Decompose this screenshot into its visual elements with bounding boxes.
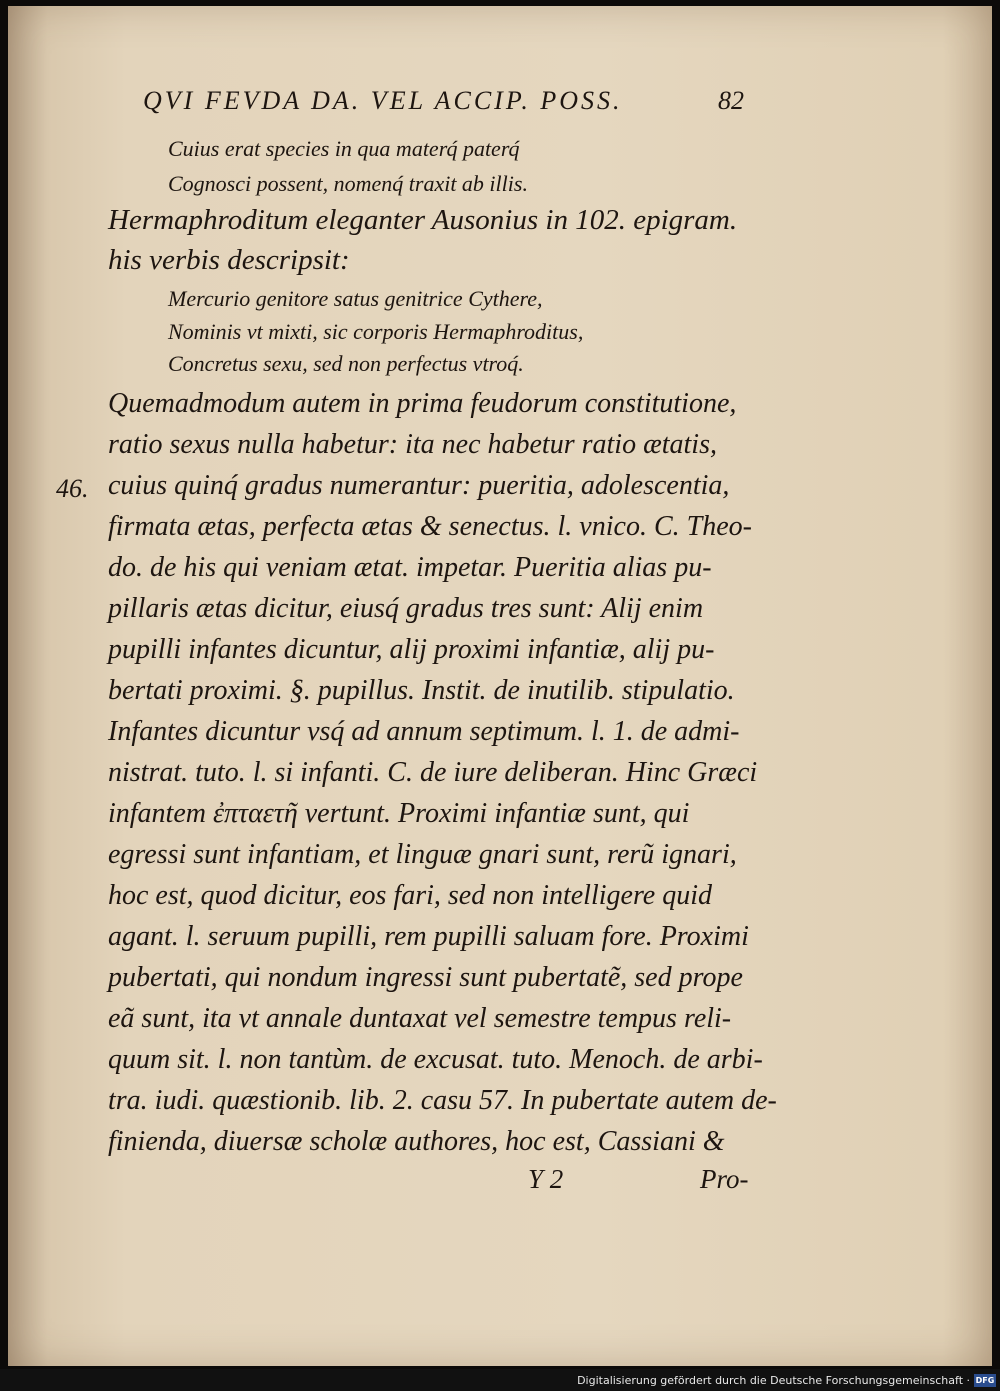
verse-line: Mercurio genitore satus genitrice Cythere, (168, 286, 543, 311)
text-line: Quemadmodum autem in prima feudorum constitutione, (108, 388, 737, 419)
text-line: Hermaphroditum eleganter Ausonius in 102. epigram. (108, 204, 738, 236)
text-line: tra. iudi. quæstionib. lib. 2. casu 57. In pubertate autem de- (108, 1085, 777, 1116)
text-line: pubertati, qui nondum ingressi sunt pubertatẽ, sed prope (108, 962, 743, 993)
text-line: his verbis descripsit: (108, 244, 350, 276)
text-line: agant. l. seruum pupilli, rem pupilli saluam fore. Proximi (108, 921, 749, 952)
catchword: Pro- (700, 1164, 749, 1194)
dfg-logo-icon: DFG (975, 1376, 995, 1385)
running-title: QVI FEVDA DA. VEL ACCIP. POSS. (143, 86, 623, 115)
text-line: pupilli infantes dicuntur, alij proximi infantiæ, alij pu- (108, 634, 715, 665)
text-line: Infantes dicuntur vsq́ ad annum septimum. l. 1. de admi- (108, 716, 740, 747)
text-line: cuius quinq́ gradus numerantur: pueritia, adolescentia, (108, 470, 730, 501)
text-line: firmata ætas, perfecta ætas & senectus. l. vnico. C. Theo- (108, 511, 752, 542)
book-page (8, 6, 992, 1366)
text-line: finienda, diuersæ scholæ authores, hoc est, Cassiani & (108, 1126, 725, 1157)
margin-number: 46. (56, 474, 89, 503)
footer-credit: Digitalisierung gefördert durch die Deutsche Forschungsgemeinschaft · (577, 1374, 970, 1387)
text-line: infantem ἐπταετῆ vertunt. Proximi infantiæ sunt, qui (108, 798, 690, 829)
text-line: egressi sunt infantiam, et linguæ gnari sunt, rerũ ignari, (108, 839, 737, 870)
text-line: quum sit. l. non tantùm. de excusat. tuto. Menoch. de arbi- (108, 1044, 763, 1075)
text-line: eã sunt, ita vt annale duntaxat vel semestre tempus reli- (108, 1003, 732, 1034)
signature-mark: Y 2 (528, 1164, 564, 1194)
footer-bar (0, 1369, 1000, 1391)
verse-line: Nominis vt mixti, sic corporis Hermaphroditus, (168, 319, 584, 344)
text-line: ratio sexus nulla habetur: ita nec habetur ratio ætatis, (108, 429, 717, 460)
verse-line: Cognosci possent, nomenq́ traxit ab illis. (168, 171, 528, 196)
text-line: hoc est, quod dicitur, eos fari, sed non intelligere quid (108, 880, 713, 911)
verse-line: Cuius erat species in qua materq́ paterq́ (168, 136, 520, 161)
text-line: do. de his qui veniam ætat. impetar. Pueritia alias pu- (108, 552, 712, 583)
text-line: bertati proximi. §. pupillus. Instit. de inutilib. stipulatio. (108, 675, 735, 706)
verse-line: Concretus sexu, sed non perfectus vtroq́. (168, 351, 524, 376)
text-line: pillaris ætas dicitur, eiusq́ gradus tres sunt: Alij enim (108, 593, 704, 624)
text-line: nistrat. tuto. l. si infanti. C. de iure deliberan. Hinc Græci (108, 757, 758, 788)
folio-number: 82 (718, 86, 744, 115)
